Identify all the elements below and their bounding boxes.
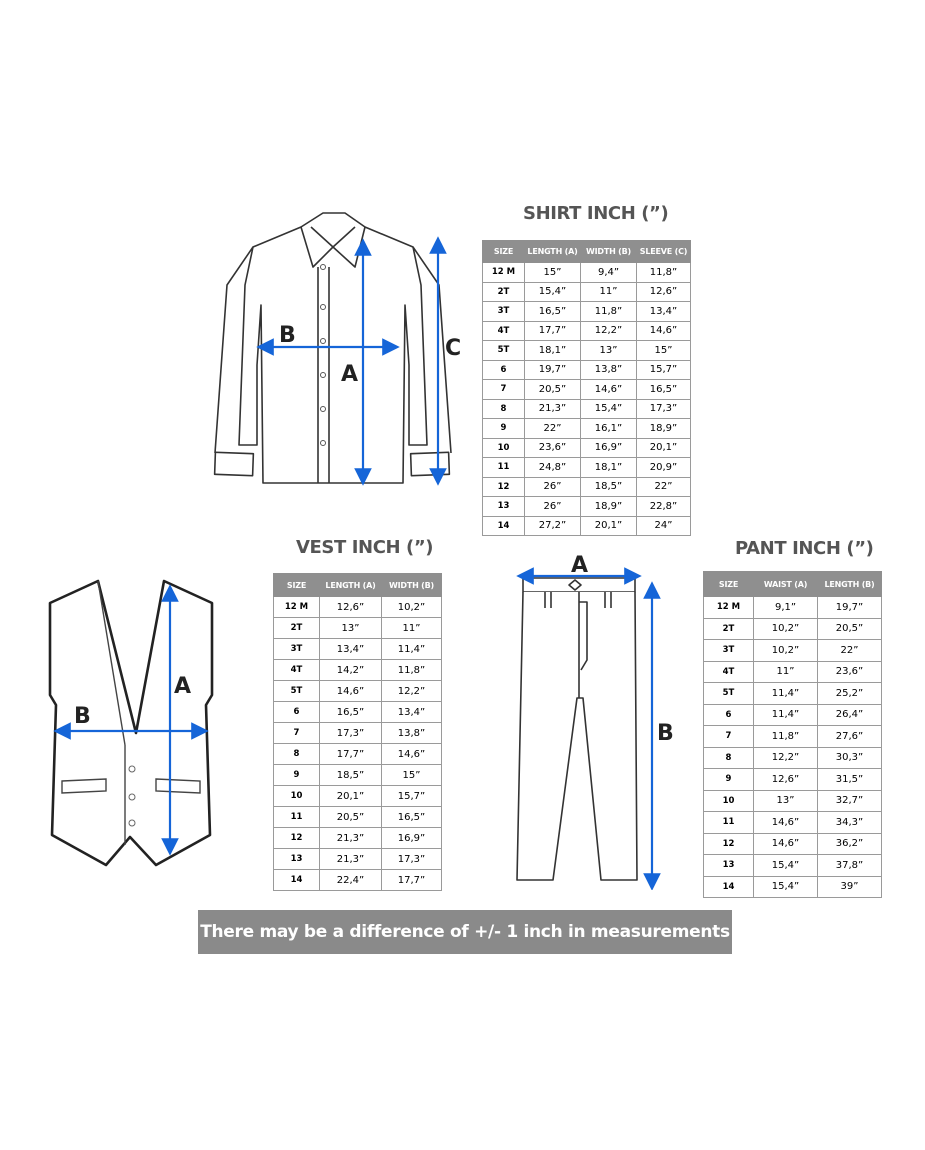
value-cell: 11” xyxy=(382,618,442,639)
value-cell: 17,3” xyxy=(320,723,382,744)
size-cell: 12 M xyxy=(704,597,754,619)
value-cell: 31,5” xyxy=(818,769,882,791)
header-cell: SIZE xyxy=(274,574,320,597)
value-cell: 23,6” xyxy=(818,661,882,683)
size-cell: 10 xyxy=(704,790,754,812)
size-cell: 7 xyxy=(483,380,525,400)
size-cell: 13 xyxy=(483,497,525,517)
vest-illustration xyxy=(40,575,230,870)
value-cell: 14,6” xyxy=(754,812,818,834)
size-cell: 5T xyxy=(483,341,525,361)
table-row xyxy=(274,702,442,723)
table-row xyxy=(704,618,882,640)
value-cell: 16,5” xyxy=(382,807,442,828)
value-cell: 9,4” xyxy=(581,263,637,283)
measurement-tolerance-note: There may be a difference of +/- 1 inch in measurements xyxy=(198,910,732,954)
header-cell: SIZE xyxy=(483,241,525,263)
pant-label-a: A xyxy=(571,553,589,578)
value-cell: 12,2” xyxy=(754,747,818,769)
value-cell: 23,6” xyxy=(525,438,581,458)
table-row xyxy=(704,769,882,791)
table-row xyxy=(483,302,691,322)
value-cell: 19,7” xyxy=(525,360,581,380)
value-cell: 18,9” xyxy=(637,419,691,439)
table-row xyxy=(704,855,882,877)
pant-label-b: B xyxy=(657,721,674,746)
value-cell: 18,1” xyxy=(525,341,581,361)
table-row xyxy=(274,870,442,891)
value-cell: 14,6” xyxy=(320,681,382,702)
size-cell: 8 xyxy=(704,747,754,769)
header-cell: WIDTH (B) xyxy=(581,241,637,263)
header-cell: WAIST (A) xyxy=(754,572,818,597)
value-cell: 19,7” xyxy=(818,597,882,619)
size-cell: 7 xyxy=(274,723,320,744)
value-cell: 18,5” xyxy=(320,765,382,786)
value-cell: 17,7” xyxy=(320,744,382,765)
table-row xyxy=(483,380,691,400)
value-cell: 10,2” xyxy=(754,618,818,640)
value-cell: 25,2” xyxy=(818,683,882,705)
table-row xyxy=(483,438,691,458)
value-cell: 34,3” xyxy=(818,812,882,834)
value-cell: 13,8” xyxy=(382,723,442,744)
value-cell: 11,8” xyxy=(754,726,818,748)
value-cell: 11,8” xyxy=(637,263,691,283)
size-cell: 10 xyxy=(483,438,525,458)
table-row xyxy=(274,849,442,870)
size-cell: 4T xyxy=(704,661,754,683)
value-cell: 20,5” xyxy=(320,807,382,828)
size-cell: 10 xyxy=(274,786,320,807)
table-row xyxy=(704,704,882,726)
value-cell: 37,8” xyxy=(818,855,882,877)
shirt-table-title: SHIRT INCH (”) xyxy=(523,203,669,224)
pant-illustration xyxy=(505,550,695,890)
table-row xyxy=(483,341,691,361)
value-cell: 14,6” xyxy=(754,833,818,855)
size-cell: 9 xyxy=(704,769,754,791)
header-cell: LENGTH (A) xyxy=(320,574,382,597)
value-cell: 39” xyxy=(818,876,882,898)
value-cell: 24,8” xyxy=(525,458,581,478)
value-cell: 26,4” xyxy=(818,704,882,726)
value-cell: 17,7” xyxy=(382,870,442,891)
value-cell: 13” xyxy=(754,790,818,812)
value-cell: 15,7” xyxy=(382,786,442,807)
table-row xyxy=(704,597,882,619)
table-row xyxy=(274,618,442,639)
value-cell: 20,5” xyxy=(525,380,581,400)
size-cell: 9 xyxy=(274,765,320,786)
size-cell: 11 xyxy=(704,812,754,834)
value-cell: 13,4” xyxy=(637,302,691,322)
shirt-header-row xyxy=(483,241,691,263)
shirt-label-b: B xyxy=(279,323,296,348)
value-cell: 15,4” xyxy=(754,876,818,898)
size-cell: 13 xyxy=(274,849,320,870)
header-cell: SIZE xyxy=(704,572,754,597)
table-row xyxy=(483,399,691,419)
value-cell: 11” xyxy=(754,661,818,683)
table-row xyxy=(483,360,691,380)
size-cell: 12 xyxy=(274,828,320,849)
shirt-label-c: C xyxy=(445,336,462,361)
table-row xyxy=(483,497,691,517)
size-cell: 14 xyxy=(483,516,525,536)
value-cell: 21,3” xyxy=(525,399,581,419)
value-cell: 14,6” xyxy=(581,380,637,400)
table-row xyxy=(483,282,691,302)
value-cell: 24” xyxy=(637,516,691,536)
size-cell: 12 M xyxy=(274,597,320,618)
value-cell: 15” xyxy=(525,263,581,283)
value-cell: 16,9” xyxy=(382,828,442,849)
table-row xyxy=(274,807,442,828)
size-cell: 3T xyxy=(274,639,320,660)
size-cell: 13 xyxy=(704,855,754,877)
pant-header-row xyxy=(704,572,882,597)
value-cell: 26” xyxy=(525,497,581,517)
size-cell: 9 xyxy=(483,419,525,439)
table-row xyxy=(483,516,691,536)
value-cell: 11” xyxy=(581,282,637,302)
value-cell: 21,3” xyxy=(320,828,382,849)
shirt-size-table xyxy=(482,240,691,536)
table-row xyxy=(274,786,442,807)
value-cell: 11,4” xyxy=(754,683,818,705)
value-cell: 17,7” xyxy=(525,321,581,341)
value-cell: 10,2” xyxy=(754,640,818,662)
size-cell: 5T xyxy=(274,681,320,702)
pant-size-table xyxy=(703,571,882,898)
size-cell: 6 xyxy=(483,360,525,380)
value-cell: 12,6” xyxy=(754,769,818,791)
value-cell: 17,3” xyxy=(637,399,691,419)
size-cell: 5T xyxy=(704,683,754,705)
value-cell: 14,6” xyxy=(382,744,442,765)
value-cell: 10,2” xyxy=(382,597,442,618)
size-cell: 8 xyxy=(274,744,320,765)
value-cell: 36,2” xyxy=(818,833,882,855)
value-cell: 16,5” xyxy=(525,302,581,322)
size-cell: 3T xyxy=(704,640,754,662)
value-cell: 11,8” xyxy=(382,660,442,681)
table-row xyxy=(483,419,691,439)
value-cell: 15,4” xyxy=(525,282,581,302)
value-cell: 22” xyxy=(525,419,581,439)
size-cell: 2T xyxy=(274,618,320,639)
shirt-labels xyxy=(205,205,475,495)
header-cell: WIDTH (B) xyxy=(382,574,442,597)
value-cell: 20,1” xyxy=(581,516,637,536)
header-cell: LENGTH (A) xyxy=(525,241,581,263)
table-row xyxy=(704,876,882,898)
table-row xyxy=(704,683,882,705)
size-cell: 2T xyxy=(483,282,525,302)
table-row xyxy=(483,321,691,341)
value-cell: 20,1” xyxy=(320,786,382,807)
value-cell: 16,5” xyxy=(320,702,382,723)
table-row xyxy=(274,597,442,618)
size-cell: 12 xyxy=(483,477,525,497)
header-cell: SLEEVE (C) xyxy=(637,241,691,263)
value-cell: 13,4” xyxy=(320,639,382,660)
table-row xyxy=(274,723,442,744)
table-row xyxy=(704,726,882,748)
size-cell: 4T xyxy=(274,660,320,681)
table-row xyxy=(704,833,882,855)
table-row xyxy=(704,640,882,662)
size-cell: 11 xyxy=(483,458,525,478)
value-cell: 12,6” xyxy=(320,597,382,618)
shirt-label-a: A xyxy=(341,362,359,387)
value-cell: 11,4” xyxy=(754,704,818,726)
value-cell: 18,9” xyxy=(581,497,637,517)
value-cell: 26” xyxy=(525,477,581,497)
table-row xyxy=(704,661,882,683)
value-cell: 15,4” xyxy=(581,399,637,419)
value-cell: 18,5” xyxy=(581,477,637,497)
table-row xyxy=(274,765,442,786)
size-cell: 6 xyxy=(704,704,754,726)
size-cell: 11 xyxy=(274,807,320,828)
size-cell: 12 M xyxy=(483,263,525,283)
value-cell: 13” xyxy=(320,618,382,639)
size-cell: 14 xyxy=(704,876,754,898)
table-row xyxy=(274,660,442,681)
value-cell: 17,3” xyxy=(382,849,442,870)
table-row xyxy=(483,477,691,497)
table-row xyxy=(274,744,442,765)
header-cell: LENGTH (B) xyxy=(818,572,882,597)
vest-label-b: B xyxy=(74,704,91,729)
value-cell: 15” xyxy=(637,341,691,361)
size-cell: 4T xyxy=(483,321,525,341)
value-cell: 13” xyxy=(581,341,637,361)
value-cell: 11,8” xyxy=(581,302,637,322)
size-cell: 6 xyxy=(274,702,320,723)
value-cell: 27,6” xyxy=(818,726,882,748)
pant-table-title: PANT INCH (”) xyxy=(735,538,874,559)
table-row xyxy=(704,790,882,812)
size-cell: 3T xyxy=(483,302,525,322)
table-row xyxy=(274,828,442,849)
vest-table-title: VEST INCH (”) xyxy=(296,537,434,558)
value-cell: 20,5” xyxy=(818,618,882,640)
value-cell: 22” xyxy=(637,477,691,497)
value-cell: 18,1” xyxy=(581,458,637,478)
value-cell: 12,2” xyxy=(581,321,637,341)
value-cell: 15,4” xyxy=(754,855,818,877)
table-row xyxy=(274,639,442,660)
value-cell: 15,7” xyxy=(637,360,691,380)
value-cell: 27,2” xyxy=(525,516,581,536)
size-cell: 8 xyxy=(483,399,525,419)
table-row xyxy=(704,747,882,769)
size-cell: 7 xyxy=(704,726,754,748)
value-cell: 14,2” xyxy=(320,660,382,681)
value-cell: 32,7” xyxy=(818,790,882,812)
table-row xyxy=(274,681,442,702)
value-cell: 15” xyxy=(382,765,442,786)
value-cell: 16,5” xyxy=(637,380,691,400)
value-cell: 20,1” xyxy=(637,438,691,458)
value-cell: 13,8” xyxy=(581,360,637,380)
value-cell: 14,6” xyxy=(637,321,691,341)
value-cell: 20,9” xyxy=(637,458,691,478)
table-row xyxy=(483,458,691,478)
value-cell: 12,2” xyxy=(382,681,442,702)
value-cell: 16,1” xyxy=(581,419,637,439)
vest-label-a: A xyxy=(174,674,192,699)
vest-size-table xyxy=(273,573,442,891)
vest-header-row xyxy=(274,574,442,597)
value-cell: 22,4” xyxy=(320,870,382,891)
value-cell: 11,4” xyxy=(382,639,442,660)
value-cell: 13,4” xyxy=(382,702,442,723)
size-cell: 14 xyxy=(274,870,320,891)
value-cell: 22,8” xyxy=(637,497,691,517)
value-cell: 21,3” xyxy=(320,849,382,870)
value-cell: 12,6” xyxy=(637,282,691,302)
size-cell: 2T xyxy=(704,618,754,640)
value-cell: 30,3” xyxy=(818,747,882,769)
size-cell: 12 xyxy=(704,833,754,855)
value-cell: 9,1” xyxy=(754,597,818,619)
table-row xyxy=(483,263,691,283)
table-row xyxy=(704,812,882,834)
value-cell: 22” xyxy=(818,640,882,662)
value-cell: 16,9” xyxy=(581,438,637,458)
